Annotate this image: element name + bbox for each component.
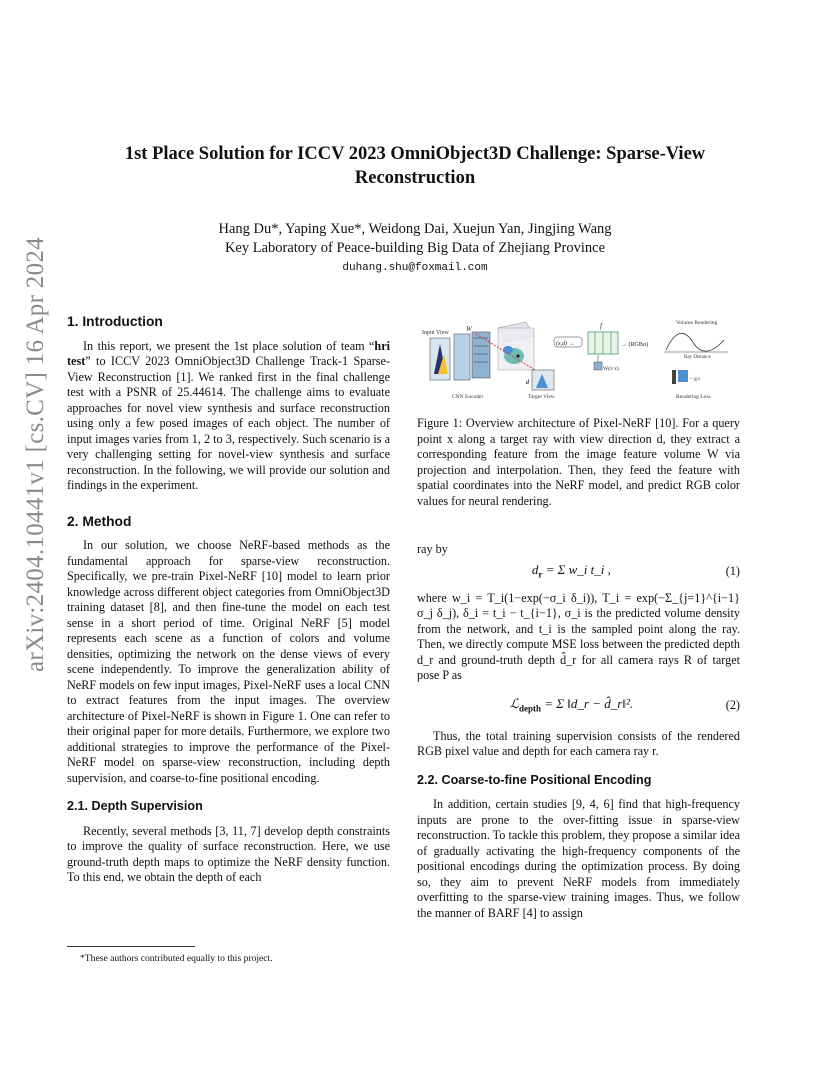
figure-1-caption: Figure 1: Overview architecture of Pixel-NeRF [10]. For a query point x along a target ray with view direction d, they extract a corresponding feature from the image feature volume W via projection and interpolation. Then, they feed the feature with spatial coordinates into the NeRF model, and predict RGB color values for neural rendering. [417,416,740,508]
density-curve [666,333,724,351]
section-introduction-heading: 1. Introduction [67,314,163,329]
section-method-heading: 2. Method [67,513,132,529]
method-paragraph: In our solution, we choose NeRF-based methods as the fundamental approach for sparse-view reconstruction. Specifically, we pre-train Pixel-NeRF [10] model to learn prior knowledge across different object categories from OmniObject3D training dataset [8], and then fine-tune the model on each test sense in a short period of time. Original NeRF [5] model represents each scene as a function of colors and volume densities, optimizing the network on the dense views of every scene independently. To improve the generalization ability of NeRF models on few input images, Pixel-NeRF uses a local CNN to extract features from the input images. The overview architecture of Pixel-NeRF is shown in Figure 1. One can refer to their original paper for more details. Furthermore, we explore two additional strategies to improve the performance of the Pixel-NeRF model on sparse-view reconstruction, including depth supervision, and coarse-to-fine positional encoding. [67,538,390,785]
label-xd: (x,d) → [556,341,575,347]
section-c2f-heading: 2.2. Coarse-to-fine Positional Encoding [417,772,652,787]
label-f: f [600,322,602,330]
footnote-rule [67,946,195,947]
label-rgb-sigma: → (RGBσ) [621,342,649,348]
c2f-paragraph: In addition, certain studies [9, 4, 6] find that high-frequency inputs are prone to the over-fitting issue in sparse-view reconstruction. To tackle this problem, they propose a similar idea of gradually activating the high-frequency components of the positional encodings during the optimization process. By doing so, they aim to prevent NeRF models from immediately overfitting to the sparse-view training images. Thus, we follow the manner of BARF [4] to assign [417,797,740,920]
where-paragraph: where w_i = T_i(1−exp(−σ_i δ_i)), T_i = exp(−Σ_{j=1}^{i−1} σ_j δ_j), δ_i = t_i − t_{i−1}, σ_i is the predicted volume density from the network, and t_i is the sampled point along the ray. Then, we directly compute MSE loss between the predicted depth d_r and ground-truth depth d̂_r for all camera rays R of target pose P as [417,590,740,683]
label-w: W [466,325,472,333]
footnote: *These authors contributed equally to this project. [80,953,273,964]
author-list: Hang Du*, Yaping Xue*, Weidong Dai, Xuejun Yan, Jingjing Wang [218,221,612,237]
depth-paragraph: Recently, several methods [3, 11, 7] develop depth constraints to improve the quality of surface reconstruction. Here, we use ground-truth depth maps to optimize the NeRF density function. To this end, we obtain the depth of each [67,823,390,884]
label-rendering-loss: Rendering Loss [676,394,711,400]
eq1-lhs: d [531,561,539,577]
equation-1: $d_r = \Sigma$ w_i t_i , (1) [531,561,740,580]
equation-2 [417,696,740,717]
right-column [417,416,740,921]
intro-paragraph: In this report, we present the 1st place solution of team “hri test” to ICCV 2023 OmniObject3D Challenge Track-1 Sparse-View Reconstruction [1]. We ranked first in the final challenge test with a PSNR of 25.44614. The challenge aims to evaluate approaches for novel view synthesis and surface reconstruction using only a few posed images of each object. The number of input images varies from 1, 2 to 3, respectively. Such scenario is a very challenging setting for novel-view synthesis and surface reconstruction. In the following, we will provide our solution and findings in the experiment. [67,338,390,492]
title-line-1: 1st Place Solution for ICCV 2023 OmniObject3D Challenge: Sparse-View [124,144,706,164]
label-target-view: Target View [528,394,555,400]
eq2-subscript: depth [519,703,542,714]
thus-paragraph: Thus, the total training supervision consists of the rendered RGB pixel value and depth for each camera ray r. [417,728,740,759]
team-name: hri test [67,338,390,368]
label-w-pi-x: W(π x) [603,366,619,372]
arxiv-stamp: arXiv:2404.10441v1 [cs.CV] 16 Apr 2024 [22,237,49,672]
eq1-rhs: = Σ w_i t_i , [545,561,611,577]
figure-1-diagram [418,314,742,404]
contact-email[interactable]: duhang.shu@foxmail.com [342,262,488,274]
section-depth-heading: 2.1. Depth Supervision [67,799,203,813]
label-ray-distance: Ray Distance [684,355,711,360]
eq2-number: (2) [725,698,740,713]
label-cnn-encoder: CNN Encoder [452,394,484,400]
left-column [67,314,390,886]
label-ground-truth: – g.t. [690,376,702,382]
label-volume-rendering: Volume Rendering [676,320,718,326]
eq2-lhs: ℒ [509,695,520,711]
title-line-2: Reconstruction [354,168,476,188]
ray-by-text: ray by [417,542,448,556]
eq2-rhs: = Σ ‖d_r − d̂_r‖². [544,695,634,711]
affiliation: Key Laboratory of Peace-building Big Data of Zhejiang Province [224,240,606,256]
label-direction: d [526,380,529,386]
label-input-view: Input View [422,330,449,336]
paper-title [70,142,760,190]
eq1-number: (1) [725,564,740,579]
